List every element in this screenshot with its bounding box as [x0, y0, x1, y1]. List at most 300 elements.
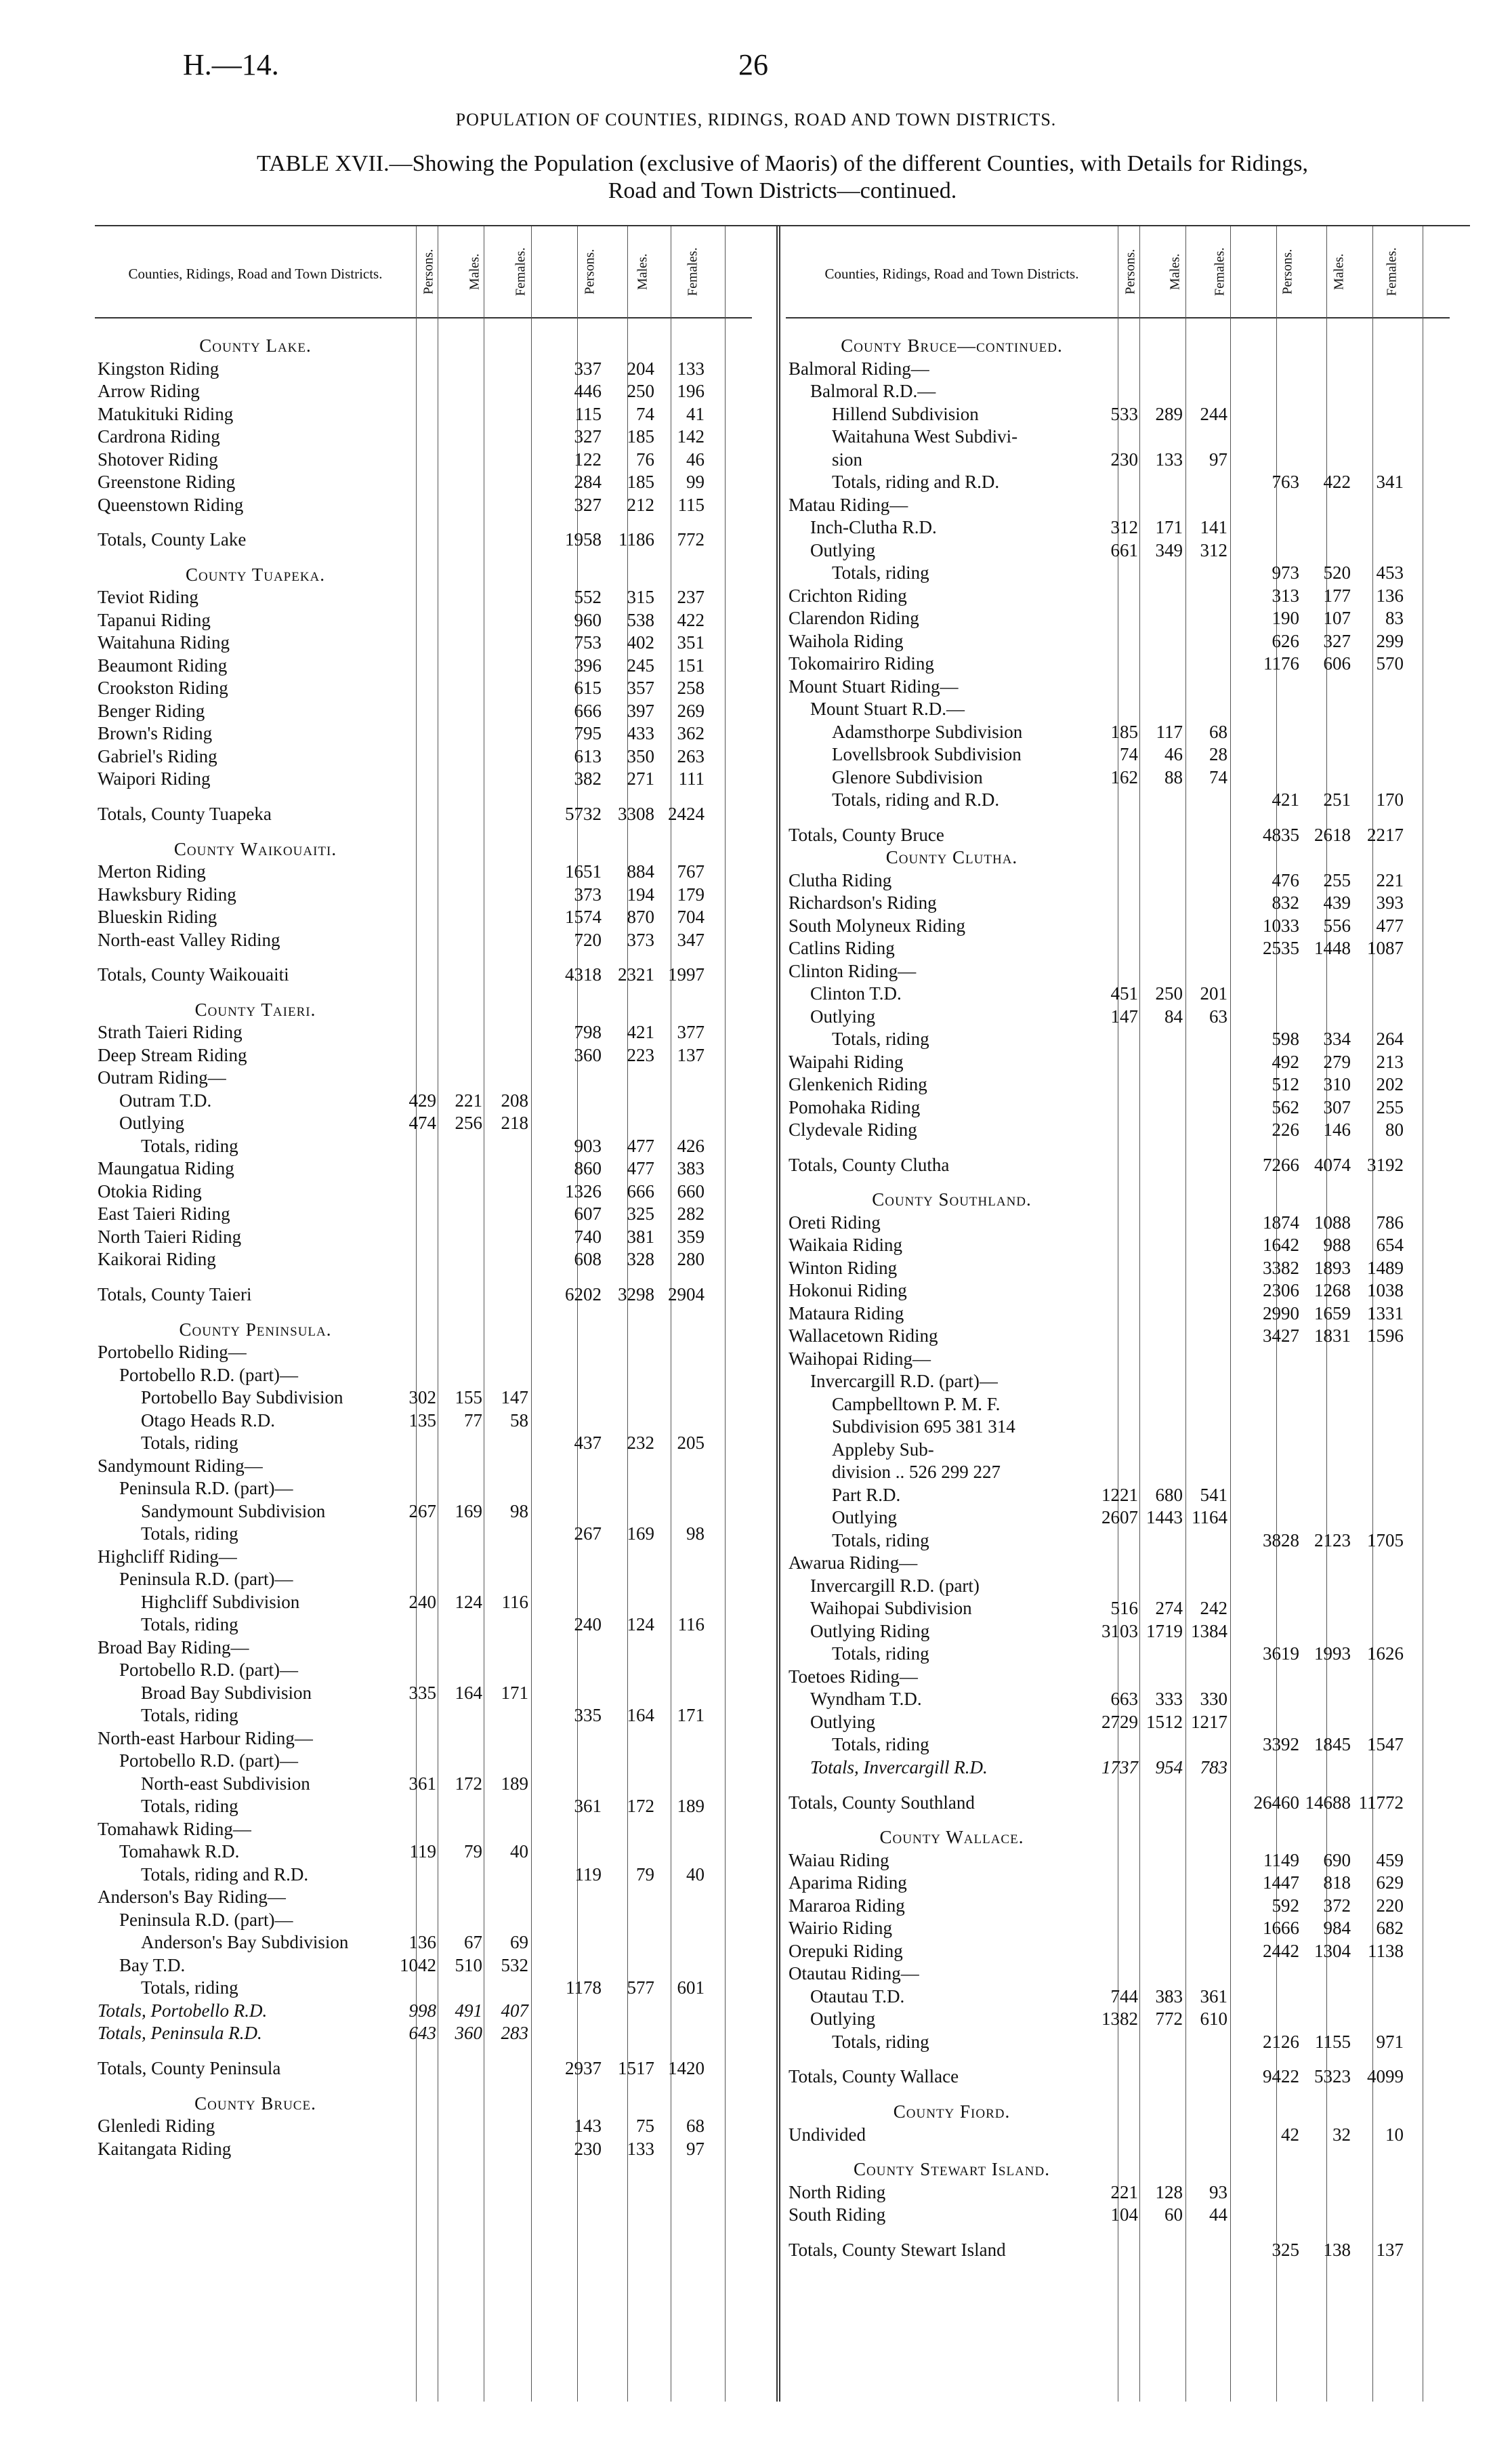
sub-males-value: 171: [1155, 517, 1183, 537]
total-males-value: 4074: [1314, 1154, 1351, 1175]
total-males-value: 690: [1323, 1849, 1351, 1870]
total-females-value: 4099: [1367, 2066, 1404, 2087]
total-males-value: 1088: [1314, 1212, 1351, 1233]
row-label: Totals, County Tuapeka: [98, 803, 272, 824]
total-males-value: 315: [627, 587, 654, 608]
table-row: [786, 983, 1450, 1005]
total-persons-value: 860: [574, 1158, 602, 1179]
total-females-value: 220: [1376, 1895, 1404, 1916]
table-row: [786, 869, 1450, 892]
table-row: [786, 1348, 1450, 1370]
table-row: [95, 1283, 752, 1306]
total-males-value: 251: [1323, 789, 1351, 810]
row-label: Waiau Riding: [789, 1849, 889, 1870]
table-row: [95, 1773, 752, 1795]
sub-females-value: 171: [501, 1682, 528, 1703]
table-row: [95, 1568, 752, 1590]
total-females-value: 196: [677, 381, 705, 401]
report-code: H.—14.: [183, 48, 279, 81]
table-row: [786, 1733, 1450, 1756]
row-label: Highcliff Subdivision: [141, 1591, 300, 1612]
total-females-value: 2424: [668, 803, 705, 824]
row-label: Waitahuna West Subdivi-: [832, 426, 1018, 447]
total-persons-value: 373: [574, 884, 602, 905]
sub-females-value: 1384: [1191, 1620, 1227, 1641]
total-persons-value: 42: [1281, 2124, 1299, 2145]
row-label: Kaikorai Riding: [98, 1249, 216, 1270]
table-row: [786, 1962, 1450, 1985]
total-females-value: 383: [677, 1158, 705, 1179]
sub-females-value: 407: [501, 2000, 528, 2021]
total-persons-value: 3828: [1263, 1529, 1299, 1550]
row-label: Wallacetown Riding: [789, 1325, 938, 1346]
row-label: Mount Stuart Riding—: [789, 676, 959, 697]
sub-females-value: 97: [1209, 449, 1227, 470]
row-label: Portobello R.D. (part)—: [119, 1364, 298, 1385]
table-row: [95, 1432, 752, 1454]
table-row: [786, 766, 1450, 789]
sub-males-value: 1719: [1146, 1620, 1183, 1641]
total-males-value: 334: [1323, 1029, 1351, 1050]
table-row: [786, 1940, 1450, 1962]
table-row: [95, 1226, 752, 1248]
sub-persons-value: 1737: [1101, 1756, 1138, 1777]
sub-persons-value: 3103: [1101, 1620, 1138, 1641]
table-row: [786, 892, 1450, 914]
table-row: [95, 1840, 752, 1863]
sub-persons-value: 312: [1110, 517, 1138, 537]
total-females-value: 116: [677, 1614, 705, 1635]
total-females-value: 654: [1376, 1235, 1404, 1256]
total-persons-value: 1447: [1263, 1872, 1299, 1893]
total-males-value: 477: [627, 1158, 654, 1179]
total-males-value: 172: [627, 1796, 654, 1817]
county-heading: [786, 335, 1450, 357]
row-label: Invercargill R.D. (part)—: [810, 1371, 998, 1392]
table-row: [786, 1279, 1450, 1302]
table-row: [95, 1523, 752, 1545]
total-persons-value: 1149: [1263, 1849, 1299, 1870]
total-persons-value: 1874: [1263, 1212, 1299, 1233]
total-females-value: 10: [1385, 2124, 1404, 2145]
total-persons-value: 1666: [1263, 1918, 1299, 1939]
sub-males-value: 256: [455, 1113, 482, 1134]
table-row: [786, 698, 1450, 720]
sub-males-value: 169: [455, 1500, 482, 1521]
sub-males-value: 117: [1156, 721, 1183, 742]
table-row: [95, 861, 752, 883]
row-label: Cardrona Riding: [98, 426, 220, 447]
table-row: [786, 2181, 1450, 2204]
sub-females-value: 141: [1200, 517, 1227, 537]
sub-males-value: 383: [1155, 1985, 1183, 2006]
table-row: [786, 1597, 1450, 1620]
row-label: Arrow Riding: [98, 381, 200, 401]
total-females-value: 393: [1376, 892, 1404, 913]
table-row: [786, 630, 1450, 653]
total-persons-value: 608: [574, 1249, 602, 1270]
row-label: Crookston Riding: [98, 678, 228, 699]
total-males-value: 194: [627, 884, 654, 905]
total-females-value: 68: [686, 2116, 705, 2136]
row-label: Totals, County Clutha: [789, 1154, 950, 1175]
total-males-value: 556: [1323, 915, 1351, 936]
row-label: Totals, riding: [141, 1135, 238, 1156]
sub-persons-value: 1382: [1101, 2009, 1138, 2030]
total-males-value: 223: [627, 1044, 654, 1065]
table-row: [95, 586, 752, 609]
row-label: Hillend Subdivision: [832, 403, 979, 424]
total-persons-value: 230: [574, 2138, 602, 2159]
total-persons-value: 3382: [1263, 1257, 1299, 1278]
table-row: [786, 358, 1450, 380]
total-males-value: 1993: [1314, 1643, 1351, 1664]
table-row: [786, 1529, 1450, 1552]
total-females-value: 205: [677, 1433, 705, 1454]
total-persons-value: 2126: [1263, 2031, 1299, 2052]
total-females-value: 1087: [1367, 938, 1404, 959]
row-label: Greenstone Riding: [98, 472, 236, 492]
row-label: North-east Subdivision: [141, 1773, 310, 1794]
sub-persons-value: 998: [408, 2000, 436, 2021]
total-females-value: 237: [677, 587, 705, 608]
table-row: [95, 2022, 752, 2044]
sub-males-value: 954: [1155, 1756, 1183, 1777]
total-persons-value: 740: [574, 1226, 602, 1247]
row-label: Waitahuna Riding: [98, 632, 230, 653]
total-persons-value: 3619: [1263, 1643, 1299, 1664]
row-label: Waihopai Subdivision: [810, 1598, 972, 1619]
row-label: Matau Riding—: [789, 494, 908, 515]
sub-females-value: 783: [1200, 1756, 1227, 1777]
sub-females-value: 201: [1200, 983, 1227, 1004]
total-females-value: 772: [677, 529, 705, 550]
total-females-value: 142: [677, 426, 705, 447]
total-males-value: 1155: [1315, 2031, 1351, 2052]
sub-females-value: 74: [1209, 766, 1227, 787]
total-females-value: 1420: [668, 2057, 705, 2078]
table-row: [95, 1637, 752, 1659]
total-females-value: 98: [686, 1523, 705, 1544]
row-label: Portobello Bay Subdivision: [141, 1387, 343, 1408]
sub-females-value: 1217: [1191, 1711, 1227, 1732]
total-females-value: 133: [677, 358, 705, 379]
sub-males-value: 133: [1155, 449, 1183, 470]
row-label: Totals, riding and R.D.: [832, 789, 1000, 810]
total-persons-value: 325: [1272, 2239, 1299, 2260]
table-row: [786, 1154, 1450, 1176]
total-persons-value: 615: [574, 678, 602, 699]
total-males-value: 988: [1323, 1235, 1351, 1256]
table-row: [786, 539, 1450, 562]
total-males-value: 146: [1323, 1119, 1351, 1140]
table-row: [786, 1302, 1450, 1325]
total-persons-value: 973: [1272, 562, 1299, 583]
table-row: [95, 1477, 752, 1500]
total-females-value: 570: [1376, 653, 1404, 674]
total-males-value: 185: [627, 426, 654, 447]
row-label: Peninsula R.D. (part)—: [119, 1569, 293, 1590]
row-label: East Taieri Riding: [98, 1203, 230, 1224]
subtitle-line-1: TABLE XVII.—Showing the Population (exclusive of Maoris) of the different Counties, with Details for Ridings,: [257, 151, 1308, 176]
total-females-value: 477: [1376, 915, 1404, 936]
sub-males-value: 88: [1164, 766, 1183, 787]
sub-persons-value: 1042: [400, 1954, 436, 1975]
sub-females-value: 189: [501, 1773, 528, 1794]
left-header-name: Counties, Ridings, Road and Town Districts.: [128, 266, 383, 282]
total-persons-value: 2990: [1263, 1302, 1299, 1323]
county-name: County Bruce.: [194, 2093, 316, 2114]
table-row: [786, 1006, 1450, 1028]
total-persons-value: 592: [1272, 1895, 1299, 1916]
total-males-value: 307: [1323, 1096, 1351, 1117]
total-females-value: 704: [677, 907, 705, 928]
total-females-value: 2217: [1367, 824, 1404, 845]
row-label: Totals, County Stewart Island: [789, 2239, 1006, 2260]
table-row: [95, 2057, 752, 2080]
table-row: [786, 607, 1450, 630]
row-label: Totals, riding: [832, 1734, 929, 1755]
row-label: Clydevale Riding: [789, 1119, 917, 1140]
total-males-value: 1845: [1314, 1734, 1351, 1755]
sub-females-value: 532: [501, 1954, 528, 1975]
total-females-value: 1596: [1367, 1325, 1404, 1346]
table-row: [95, 1546, 752, 1568]
row-label: Totals, riding: [832, 1529, 929, 1550]
row-label: Glenledi Riding: [98, 2116, 215, 2136]
total-females-value: 2904: [668, 1284, 705, 1305]
table-row: [786, 937, 1450, 960]
total-males-value: 372: [1323, 1895, 1351, 1916]
sub-persons-value: 361: [408, 1773, 436, 1794]
table-row: [786, 1461, 1450, 1483]
sub-females-value: 218: [501, 1113, 528, 1134]
total-persons-value: 492: [1272, 1051, 1299, 1072]
sub-persons-value: 221: [1110, 2181, 1138, 2202]
table-row: [95, 1977, 752, 1999]
total-males-value: 107: [1323, 608, 1351, 628]
table-row: [95, 929, 752, 951]
table-row: [95, 884, 752, 906]
total-persons-value: 7266: [1263, 1154, 1299, 1175]
table-row: [786, 1257, 1450, 1279]
total-males-value: 1893: [1314, 1257, 1351, 1278]
total-females-value: 971: [1376, 2031, 1404, 2052]
total-males-value: 177: [1323, 585, 1351, 606]
left-header-label: Females.: [685, 247, 700, 296]
total-males-value: 2123: [1314, 1529, 1351, 1550]
total-females-value: 362: [677, 723, 705, 744]
county-name: County Stewart Island.: [854, 2159, 1050, 2180]
sub-persons-value: 104: [1110, 2204, 1138, 2225]
total-persons-value: 960: [574, 609, 602, 630]
row-label: Portobello R.D. (part)—: [119, 1660, 298, 1681]
row-label: Lovellsbrook Subdivision: [832, 744, 1022, 764]
table-row: [786, 1051, 1450, 1073]
total-females-value: 426: [677, 1135, 705, 1156]
row-label: Tomahawk Riding—: [98, 1818, 251, 1839]
total-females-value: 255: [1376, 1096, 1404, 1117]
row-label: Totals, County Waikouaiti: [98, 964, 289, 985]
county-name: County Fiord.: [893, 2101, 1011, 2122]
total-persons-value: 421: [1272, 789, 1299, 810]
left-column-header: [95, 226, 752, 318]
left-header-label: Males.: [635, 253, 650, 290]
table-row: [95, 1727, 752, 1750]
sub-persons-value: 147: [1110, 1006, 1138, 1027]
sub-males-value: 1443: [1146, 1507, 1183, 1528]
sub-females-value: 40: [510, 1841, 528, 1862]
total-persons-value: 3392: [1263, 1734, 1299, 1755]
total-females-value: 351: [677, 632, 705, 653]
center-divider: [776, 226, 780, 2402]
total-persons-value: 2442: [1263, 1940, 1299, 1961]
table-row: [95, 358, 752, 380]
sub-males-value: 680: [1155, 1484, 1183, 1505]
sub-persons-value: 533: [1110, 403, 1138, 424]
total-males-value: 477: [627, 1135, 654, 1156]
county-heading: [786, 2101, 1450, 2123]
total-males-value: 325: [627, 1203, 654, 1224]
total-females-value: 137: [1376, 2239, 1404, 2260]
row-label: Aparima Riding: [789, 1872, 907, 1893]
sub-males-value: 491: [455, 2000, 482, 2021]
row-label: Subdivision 695 381 314: [832, 1416, 1015, 1437]
table-row: [786, 1119, 1450, 1141]
row-label: Outlying Riding: [810, 1620, 930, 1641]
total-males-value: 1448: [1314, 938, 1351, 959]
total-males-value: 271: [627, 768, 654, 789]
sub-persons-value: 516: [1110, 1598, 1138, 1619]
row-label: Wairio Riding: [789, 1918, 893, 1939]
right-header-sub-persons: [1119, 226, 1142, 317]
total-males-value: 245: [627, 655, 654, 676]
total-females-value: 377: [677, 1022, 705, 1043]
total-males-value: 5323: [1314, 2066, 1351, 2087]
sub-females-value: 541: [1200, 1484, 1227, 1505]
total-persons-value: 613: [574, 745, 602, 766]
total-persons-value: 313: [1272, 585, 1299, 606]
sub-males-value: 67: [464, 1932, 482, 1953]
left-header-sub-males: [463, 226, 486, 317]
row-label: South Riding: [789, 2204, 886, 2225]
total-males-value: 357: [627, 678, 654, 699]
total-males-value: 328: [627, 1249, 654, 1270]
table-row: [95, 1021, 752, 1044]
table-row: [786, 2204, 1450, 2226]
total-females-value: 660: [677, 1180, 705, 1201]
total-males-value: 3298: [618, 1284, 654, 1305]
total-persons-value: 5732: [565, 803, 602, 824]
left-header-total-males: [631, 226, 654, 317]
table-row: [95, 1112, 752, 1134]
total-males-value: 75: [636, 2116, 654, 2136]
row-label: Sandymount Subdivision: [141, 1500, 326, 1521]
total-males-value: 124: [627, 1614, 654, 1635]
table-row: [95, 745, 752, 768]
total-males-value: 327: [1323, 630, 1351, 651]
row-label: sion: [832, 449, 863, 470]
total-persons-value: 446: [574, 381, 602, 401]
row-label: Waihola Riding: [789, 630, 904, 651]
total-females-value: 269: [677, 700, 705, 721]
table-row: [95, 1954, 752, 1977]
total-females-value: 1626: [1367, 1643, 1404, 1664]
total-females-value: 136: [1376, 585, 1404, 606]
table-row: [786, 1792, 1450, 1814]
total-males-value: 255: [1323, 869, 1351, 890]
total-persons-value: 240: [574, 1614, 602, 1635]
sub-females-value: 1164: [1192, 1507, 1227, 1528]
total-persons-value: 562: [1272, 1096, 1299, 1117]
row-label: Undivided: [789, 2124, 866, 2145]
total-males-value: 439: [1323, 892, 1351, 913]
total-males-value: 138: [1323, 2239, 1351, 2260]
sub-males-value: 221: [455, 1090, 482, 1111]
row-label: Shotover Riding: [98, 449, 218, 470]
county-name: County Bruce—continued.: [841, 335, 1063, 356]
total-females-value: 258: [677, 678, 705, 699]
row-label: Glenore Subdivision: [832, 766, 983, 787]
table-row: [95, 529, 752, 551]
sub-persons-value: 302: [408, 1387, 436, 1408]
total-males-value: 279: [1323, 1051, 1351, 1072]
row-label: Totals, riding: [141, 1796, 238, 1817]
sub-males-value: 250: [1155, 983, 1183, 1004]
right-header-total-males: [1328, 226, 1351, 317]
total-females-value: 299: [1376, 630, 1404, 651]
total-persons-value: 1642: [1263, 1235, 1299, 1256]
row-label: North Taieri Riding: [98, 1226, 242, 1247]
table-row: [95, 1386, 752, 1409]
row-label: Totals, riding: [141, 1523, 238, 1544]
table-row: [95, 471, 752, 493]
table-row: [95, 449, 752, 471]
row-label: Otago Heads R.D.: [141, 1409, 275, 1431]
table-row: [95, 768, 752, 790]
total-males-value: 422: [1323, 472, 1351, 492]
table-row: [95, 403, 752, 426]
sub-persons-value: 744: [1110, 1985, 1138, 2006]
row-label: Outlying: [832, 1507, 898, 1528]
total-males-value: 421: [627, 1022, 654, 1043]
county-heading: [786, 1826, 1450, 1849]
total-persons-value: 903: [574, 1135, 602, 1156]
total-females-value: 453: [1376, 562, 1404, 583]
table-row: [786, 1872, 1450, 1894]
row-label: Waipahi Riding: [789, 1051, 904, 1072]
total-males-value: 169: [627, 1523, 654, 1544]
total-persons-value: 2937: [565, 2057, 602, 2078]
row-label: Anderson's Bay Subdivision: [141, 1932, 349, 1953]
total-males-value: 520: [1323, 562, 1351, 583]
total-males-value: 373: [627, 929, 654, 950]
row-label: Kaitangata Riding: [98, 2138, 232, 2159]
table-row: [786, 1620, 1450, 1643]
sub-females-value: 68: [1209, 721, 1227, 742]
total-males-value: 884: [627, 861, 654, 882]
total-males-value: 1517: [618, 2057, 654, 2078]
total-females-value: 422: [677, 609, 705, 630]
sub-males-value: 772: [1155, 2009, 1183, 2030]
total-persons-value: 512: [1272, 1074, 1299, 1095]
right-header-label: Females.: [1212, 247, 1227, 296]
total-persons-value: 143: [574, 2116, 602, 2136]
row-label: Tomahawk R.D.: [119, 1841, 240, 1862]
sub-males-value: 84: [1164, 1006, 1183, 1027]
total-persons-value: 1033: [1263, 915, 1299, 936]
row-label: Totals, riding: [832, 562, 929, 583]
